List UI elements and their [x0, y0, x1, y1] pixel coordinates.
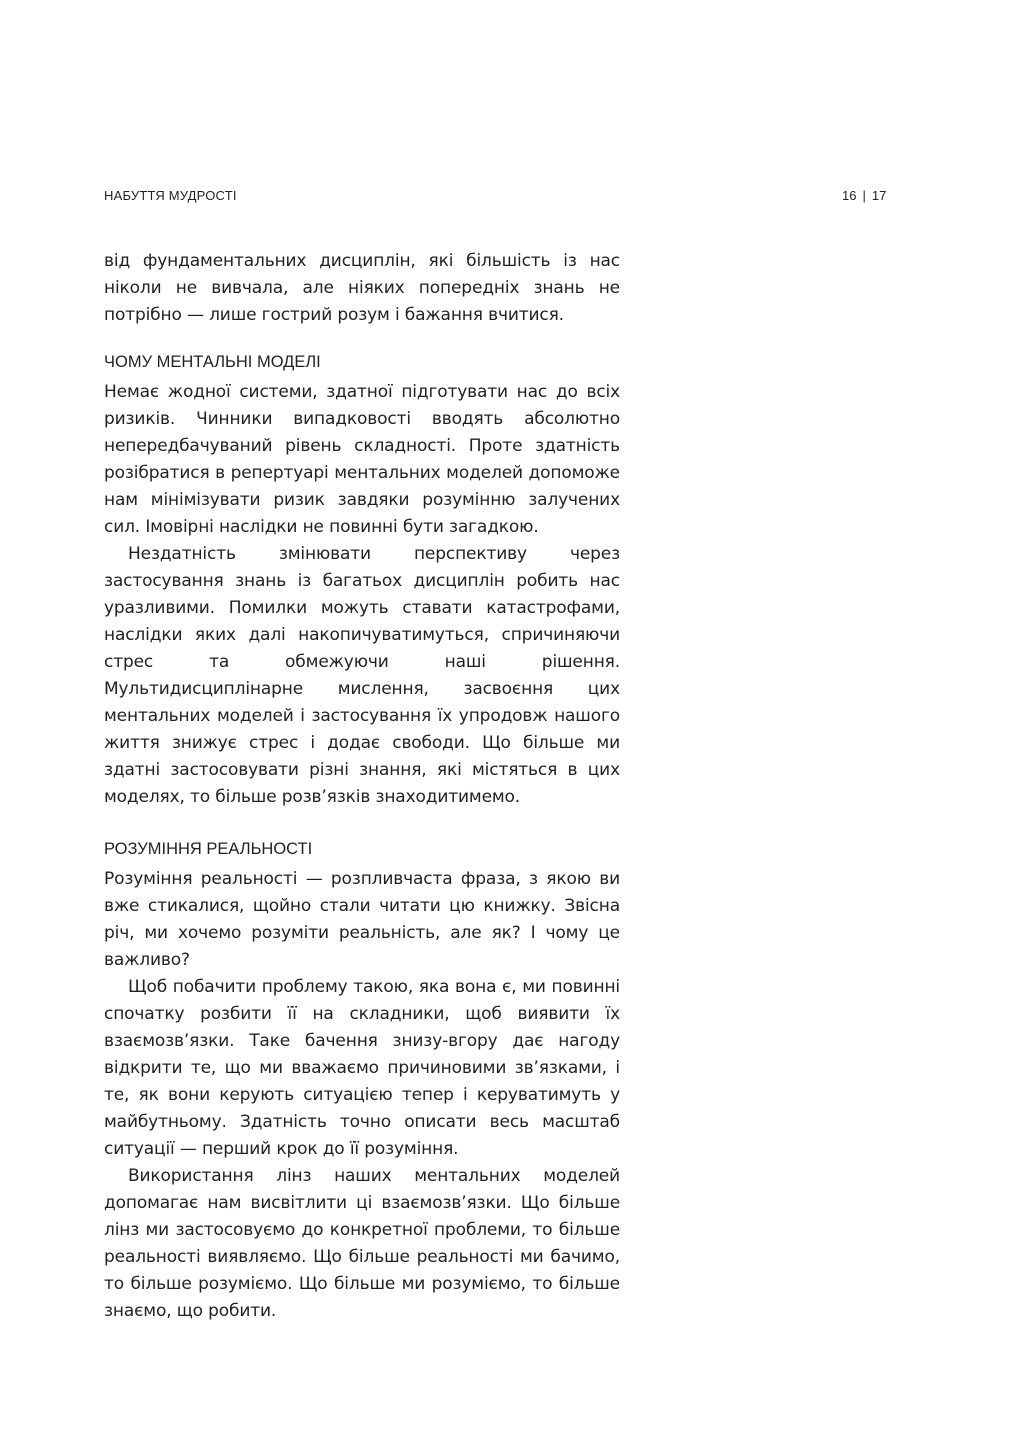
why-paragraph-2: Нездатність змінювати перспективу через застосування знань із багатьох дисциплін робить нас уразливими. Помилки можуть ставати катастрофами, наслідки яких далі накопичуватимуться, спричиняючи стрес та обмежуючи наші рішення. Мультидисциплінарне мислення, засвоєння цих ментальних моделей і застосування їх упродовж нашого життя знижує стрес і додає свободи. Що більше ми здатні застосовувати різні знання, які містяться в цих моделях, то більше розв’язків знаходитимемо. — [104, 544, 620, 807]
running-header-title: НАБУТТЯ МУДРОСТІ — [104, 188, 237, 203]
intro-paragraph: від фундаментальних дисциплін, які більшість із нас ніколи не вивчала, але ніяких попередніх знань не потрібно — лише гострий розум і бажання вчитися. — [104, 251, 620, 325]
page-number-separator: | — [862, 188, 866, 203]
right-page-number: 17 — [871, 188, 887, 203]
reality-paragraph-3: Використання лінз наших ментальних моделей допомагає нам висвітлити ці взаємозв’язки. Що більше лінз ми застосовуємо до конкретної проблеми, то більше реальності виявляємо. Що більше реальності ми бачимо, то більше розуміємо. Що більше ми розуміємо, то більше знаємо, що робити. — [104, 1166, 620, 1321]
left-page-number: 16 — [842, 188, 857, 203]
why-paragraph-1: Немає жодної системи, здатної підготувати нас до всіх ризиків. Чинники випадковості вводять абсолютно непередбачуваний рівень складності. Проте здатність розібратися в репертуарі ментальних моделей допоможе нам мінімізувати ризик завдяки розумінню залучених сил. Імовірні наслідки не повинні бути загадкою. — [104, 382, 620, 537]
body-text-column — [104, 248, 620, 1325]
section-heading-understanding-reality: РОЗУМІННЯ РЕАЛЬНОСТІ — [104, 840, 313, 858]
reality-paragraph-2: Щоб побачити проблему такою, яка вона є, ми повинні спочатку розбити її на складники, щоб виявити їх взаємозв’язки. Таке бачення знизу-вгору дає нагоду відкрити те, що ми вважаємо причиновими зв’язками, і те, як вони керують ситуацією тепер і керуватимуть у майбутньому. Здатність точно описати весь масштаб ситуації — перший крок до її розуміння. — [104, 977, 620, 1159]
page-numbers — [842, 188, 886, 203]
reality-paragraph-1: Розуміння реальності — розпливчаста фраза, з якою ви вже стикалися, щойно стали читати цю книжку. Звісна річ, ми хочемо розуміти реальність, але як? І чому це важливо? — [104, 869, 620, 970]
section-heading-why-mental-models: ЧОМУ МЕНТАЛЬНІ МОДЕЛІ — [104, 353, 321, 371]
